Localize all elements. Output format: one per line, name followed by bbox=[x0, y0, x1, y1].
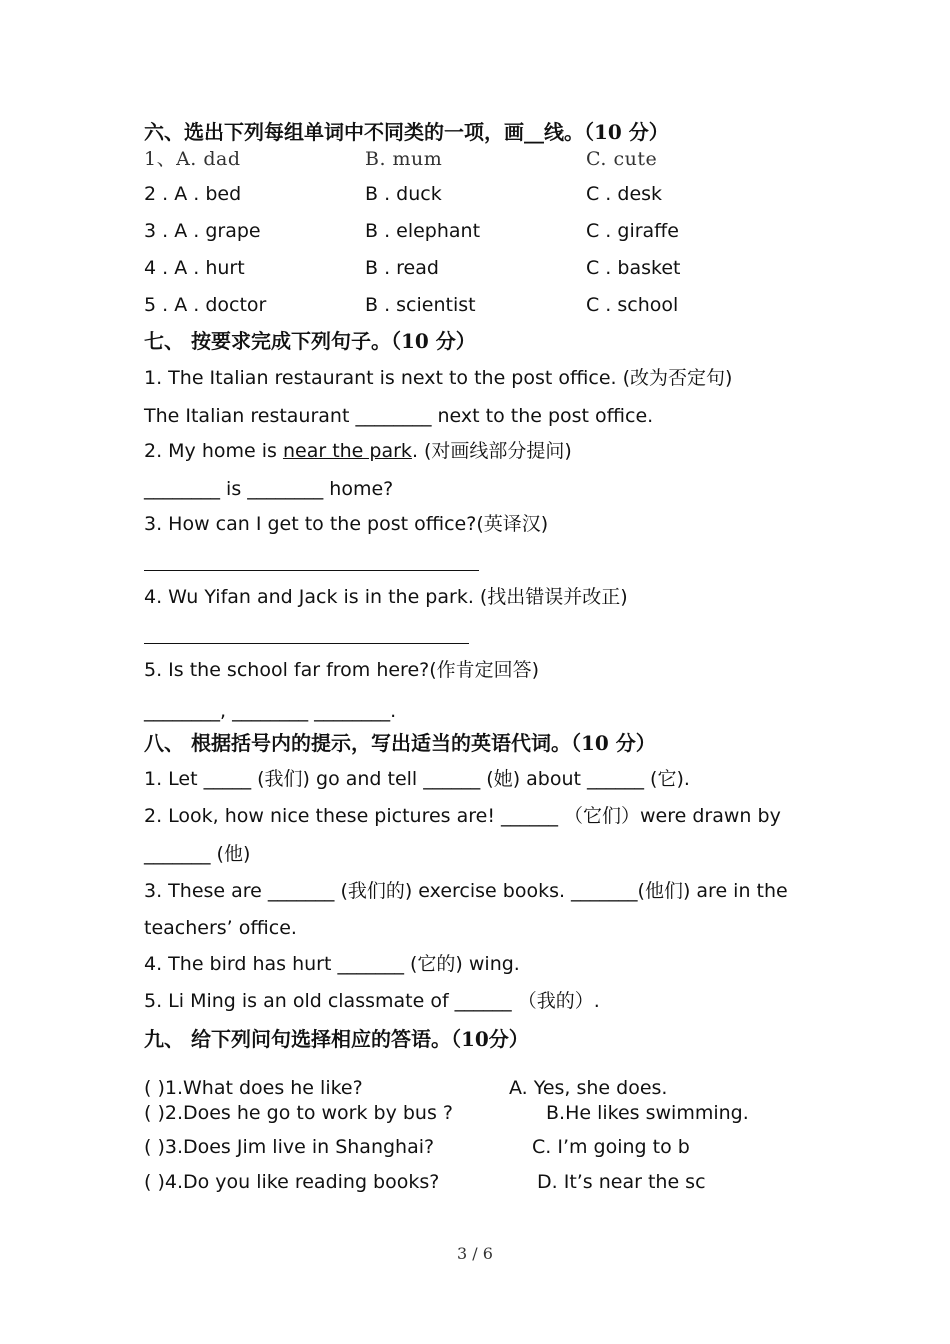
s9-q3: ( )3.Does Jim live in Shanghai? bbox=[144, 1136, 435, 1158]
s6-row2-b: B . duck bbox=[365, 183, 442, 205]
s9-q2: ( )2.Does he go to work by bus ? bbox=[144, 1102, 453, 1124]
s6-row1-c: C. cute bbox=[586, 148, 658, 170]
s7-q3: 3. How can I get to the post office?(英译汉) bbox=[144, 513, 549, 535]
s7-a5: ________, ________ ________. bbox=[144, 700, 397, 722]
s9-a3: C. I’m going to b bbox=[532, 1136, 690, 1158]
s6-row3-c: C . giraffe bbox=[586, 220, 679, 242]
s6-row3-b: B . elephant bbox=[365, 220, 481, 242]
section6-heading: 六、选出下列每组单词中不同类的一项，画__线。（10 分） bbox=[144, 120, 669, 144]
s6-row4-c: C . basket bbox=[586, 257, 681, 279]
s9-q4: ( )4.Do you like reading books? bbox=[144, 1171, 440, 1193]
s7-q2-pre: 2. My home is bbox=[144, 440, 283, 462]
s7-q5: 5. Is the school far from here?(作肯定回答) bbox=[144, 659, 540, 681]
s6-row5-b: B . scientist bbox=[365, 294, 476, 316]
section7-heading: 七、 按要求完成下列句子。（10 分） bbox=[144, 329, 476, 353]
s6-row2-c: C . desk bbox=[586, 183, 663, 205]
section9-heading: 九、 给下列问句选择相应的答语。（10分） bbox=[144, 1027, 529, 1051]
s6-row1-b: B. mum bbox=[365, 148, 443, 170]
s7-a2: ________ is ________ home? bbox=[144, 478, 394, 500]
s7-q1: 1. The Italian restaurant is next to the post office. (改为否定句) bbox=[144, 367, 733, 389]
s9-a2: B.He likes swimming. bbox=[546, 1102, 749, 1124]
s7-a1: The Italian restaurant ________ next to the post office. bbox=[144, 405, 654, 427]
s8-q3: 3. These are _______ (我们的) exercise books. _______(他们) are in the bbox=[144, 880, 788, 902]
s7-q2 bbox=[144, 440, 572, 462]
s6-row4-a: 4 . A . hurt bbox=[144, 257, 245, 279]
s6-row5-c: C . school bbox=[586, 294, 679, 316]
s7-answer-line-3 bbox=[144, 570, 479, 571]
s6-row4-b: B . read bbox=[365, 257, 439, 279]
s8-q3b: teachers’ office. bbox=[144, 917, 297, 939]
s7-q2-post: . (对画线部分提问) bbox=[411, 440, 572, 462]
s6-row1-a: 1、A. dad bbox=[144, 148, 241, 170]
s8-q4: 4. The bird has hurt _______ (它的) wing. bbox=[144, 953, 520, 975]
s8-q2: 2. Look, how nice these pictures are! ______ （它们）were drawn by bbox=[144, 805, 781, 827]
page-number: 3 / 6 bbox=[457, 1244, 493, 1263]
s7-answer-line-4 bbox=[144, 643, 469, 644]
s7-q4: 4. Wu Yifan and Jack is in the park. (找出错误并改正) bbox=[144, 586, 628, 608]
s9-q1: ( )1.What does he like? bbox=[144, 1077, 363, 1099]
s6-row3-a: 3 . A . grape bbox=[144, 220, 261, 242]
s8-q2b: _______ (他) bbox=[144, 843, 251, 865]
section8-heading: 八、 根据括号内的提示，写出适当的英语代词。（10 分） bbox=[144, 731, 656, 755]
s8-q1: 1. Let _____ (我们) go and tell ______ (她) about ______ (它). bbox=[144, 768, 690, 790]
s9-a1: A. Yes, she does. bbox=[509, 1077, 668, 1099]
s8-q5: 5. Li Ming is an old classmate of ______ （我的）. bbox=[144, 990, 600, 1012]
s9-a4: D. It’s near the sc bbox=[537, 1171, 706, 1193]
s7-q2-underlined: near the park bbox=[282, 440, 412, 462]
s6-row5-a: 5 . A . doctor bbox=[144, 294, 267, 316]
s6-row2-a: 2 . A . bed bbox=[144, 183, 242, 205]
